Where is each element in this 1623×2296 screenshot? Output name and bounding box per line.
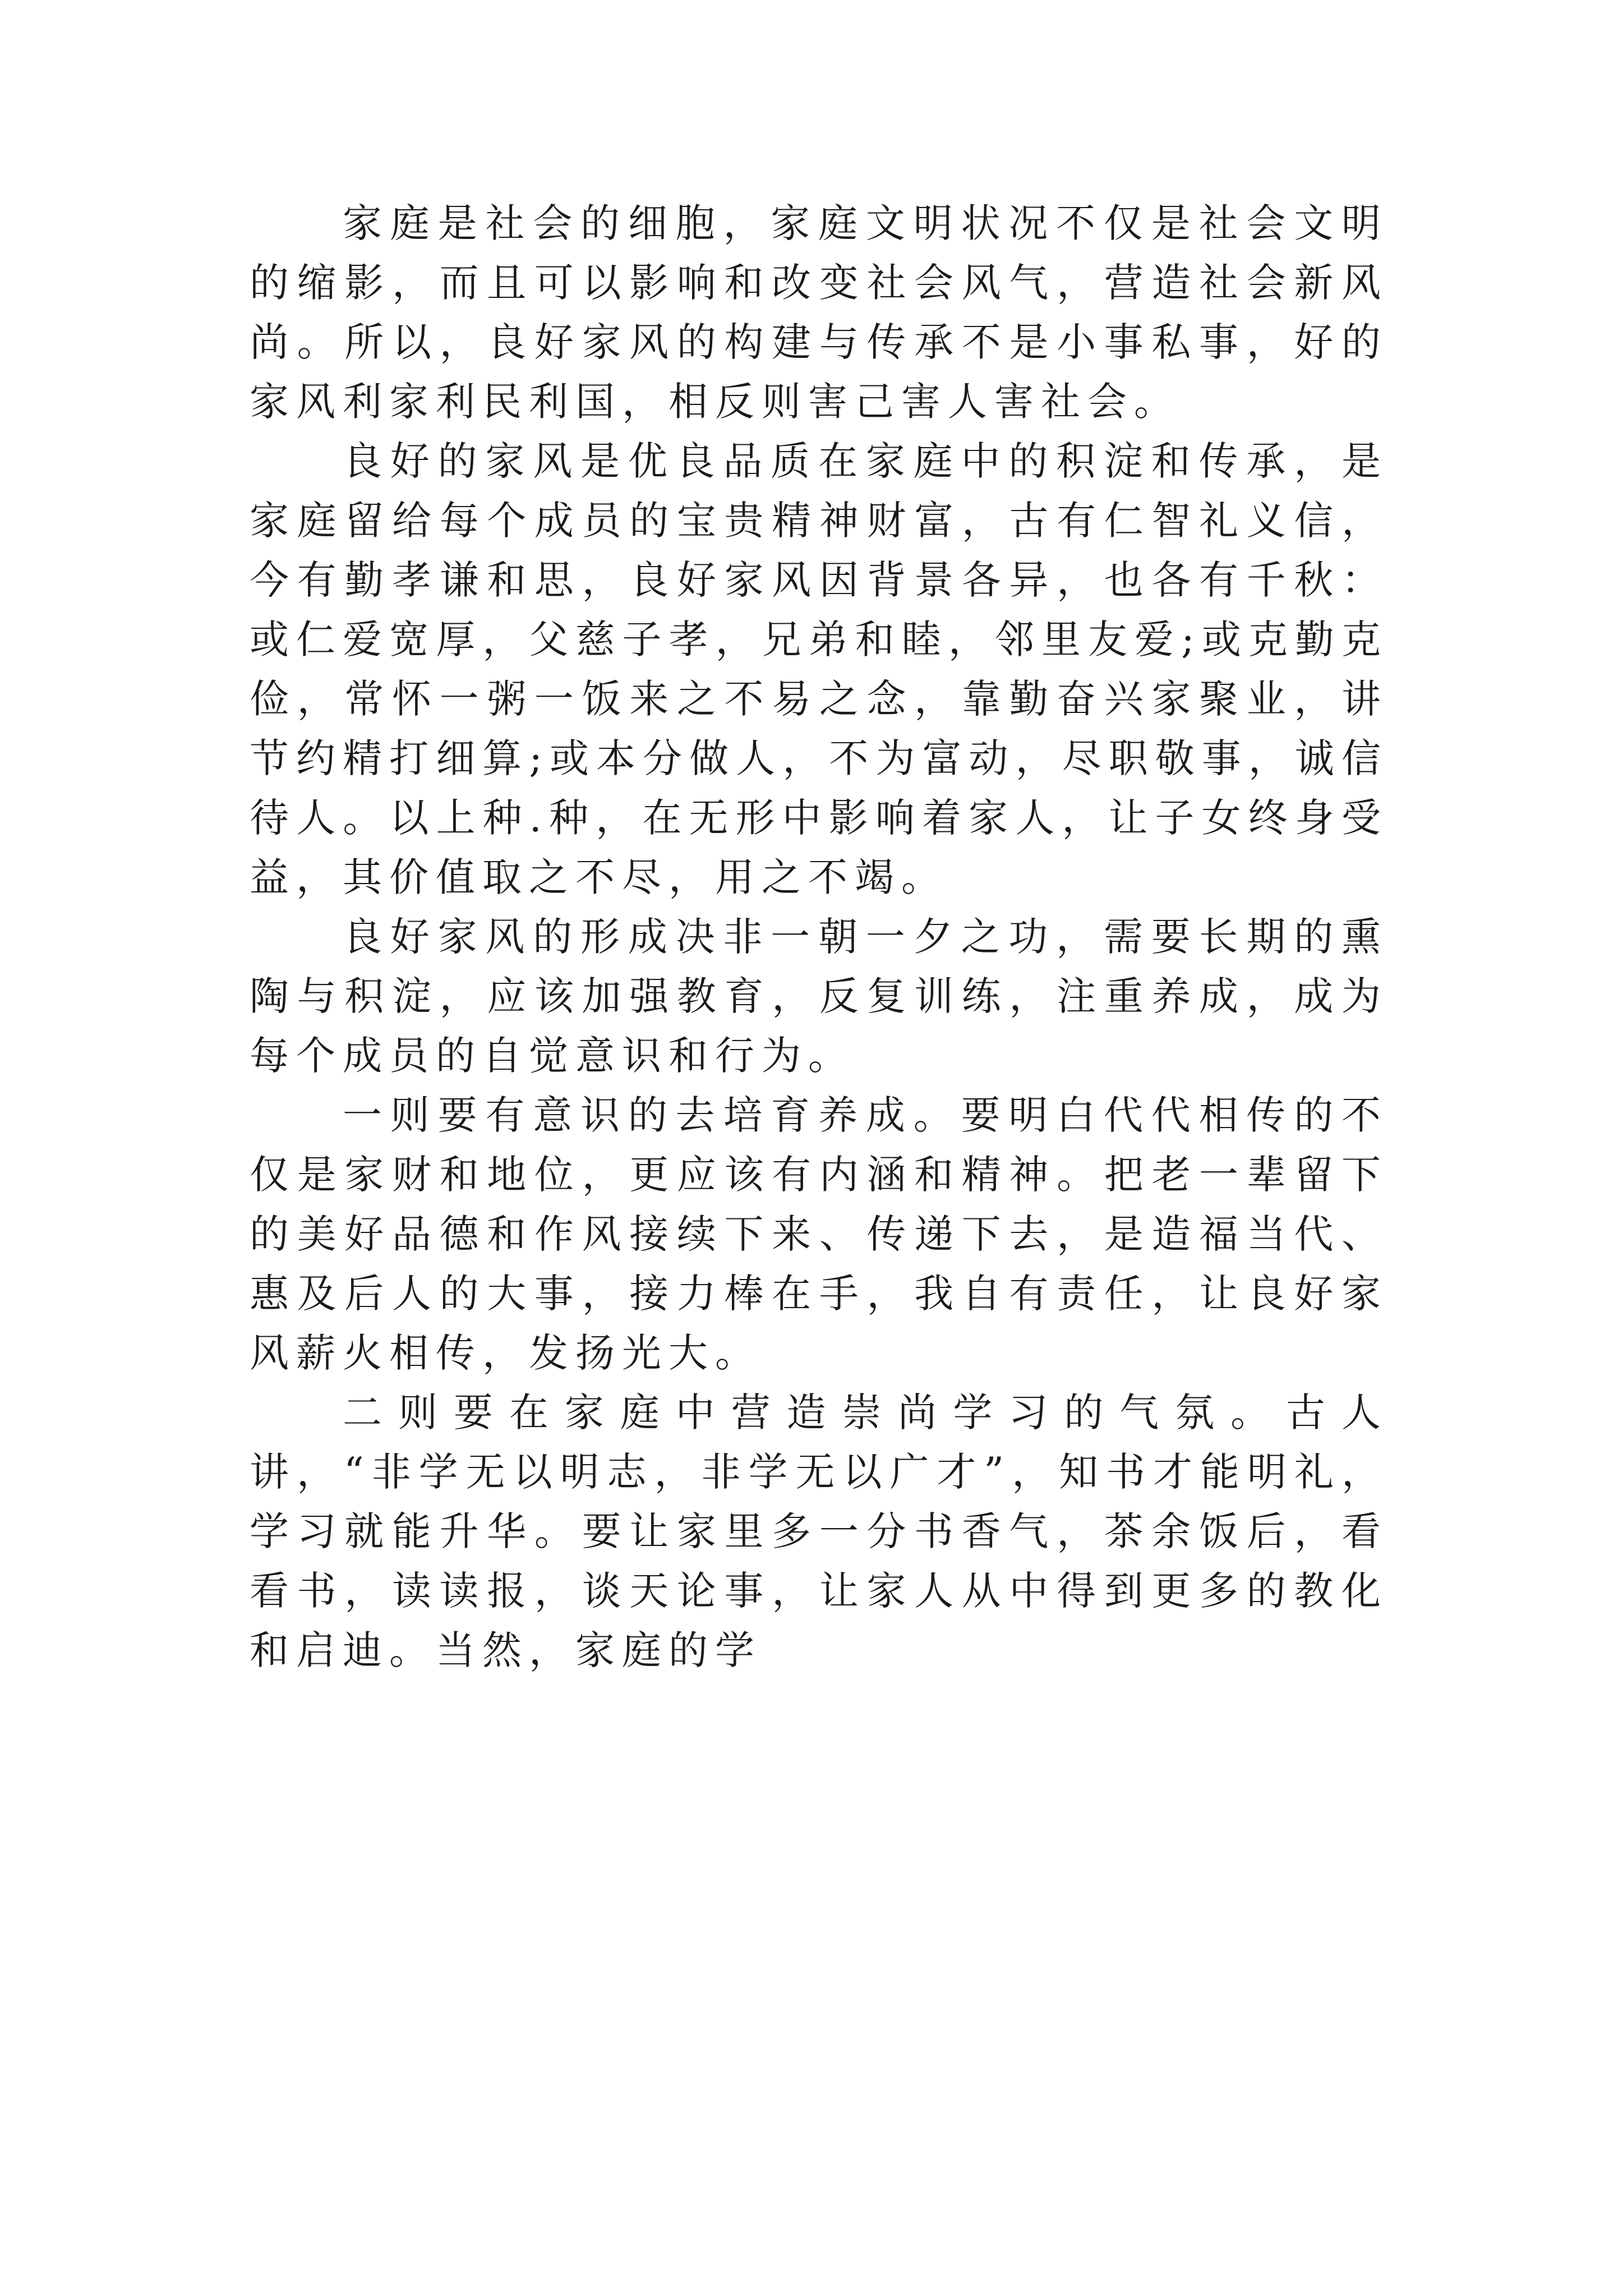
paragraph-5: 二则要在家庭中营造崇尚学习的气氛。古人讲，“非学无以明志，非学无以广才”，知书才能明礼，学习就能升华。要让家里多一分书香气，茶余饭后，看看书，读读报，谈天论事，让家人从中得到更多的教化和启迪。当然，家庭的学 xyxy=(250,1389,1388,1673)
paragraph-2: 良好的家风是优良品质在家庭中的积淀和传承，是家庭留给每个成员的宝贵精神财富，古有仁智礼义信，今有勤孝谦和思，良好家风因背景各异，也各有千秋：或仁爱宽厚，父慈子孝，兄弟和睦，邻里友爱;或克勤克俭，常怀一粥一饭来之不易之念，靠勤奋兴家聚业，讲节约精打细算;或本分做人，不为富动，尽职敬事，诚信待人。以上种.种，在无形中影响着家人，让子女终身受益，其价值取之不尽，用之不竭。 xyxy=(250,438,1388,900)
paragraph-1: 家庭是社会的细胞，家庭文明状况不仅是社会文明的缩影，而且可以影响和改变社会风气，营造社会新风尚。所以，良好家风的构建与传承不是小事私事，好的家风利家利民利国，相反则害己害人害社会。 xyxy=(250,200,1388,425)
paragraph-3: 良好家风的形成决非一朝一夕之功，需要长期的熏陶与积淀，应该加强教育，反复训练，注重养成，成为每个成员的自觉意识和行为。 xyxy=(250,914,1388,1079)
paragraph-4: 一则要有意识的去培育养成。要明白代代相传的不仅是家财和地位，更应该有内涵和精神。把老一辈留下的美好品德和作风接续下来、传递下去，是造福当代、惠及后人的大事，接力棒在手，我自有责任，让良好家风薪火相传，发扬光大。 xyxy=(250,1092,1388,1376)
document-body xyxy=(250,194,1388,1680)
